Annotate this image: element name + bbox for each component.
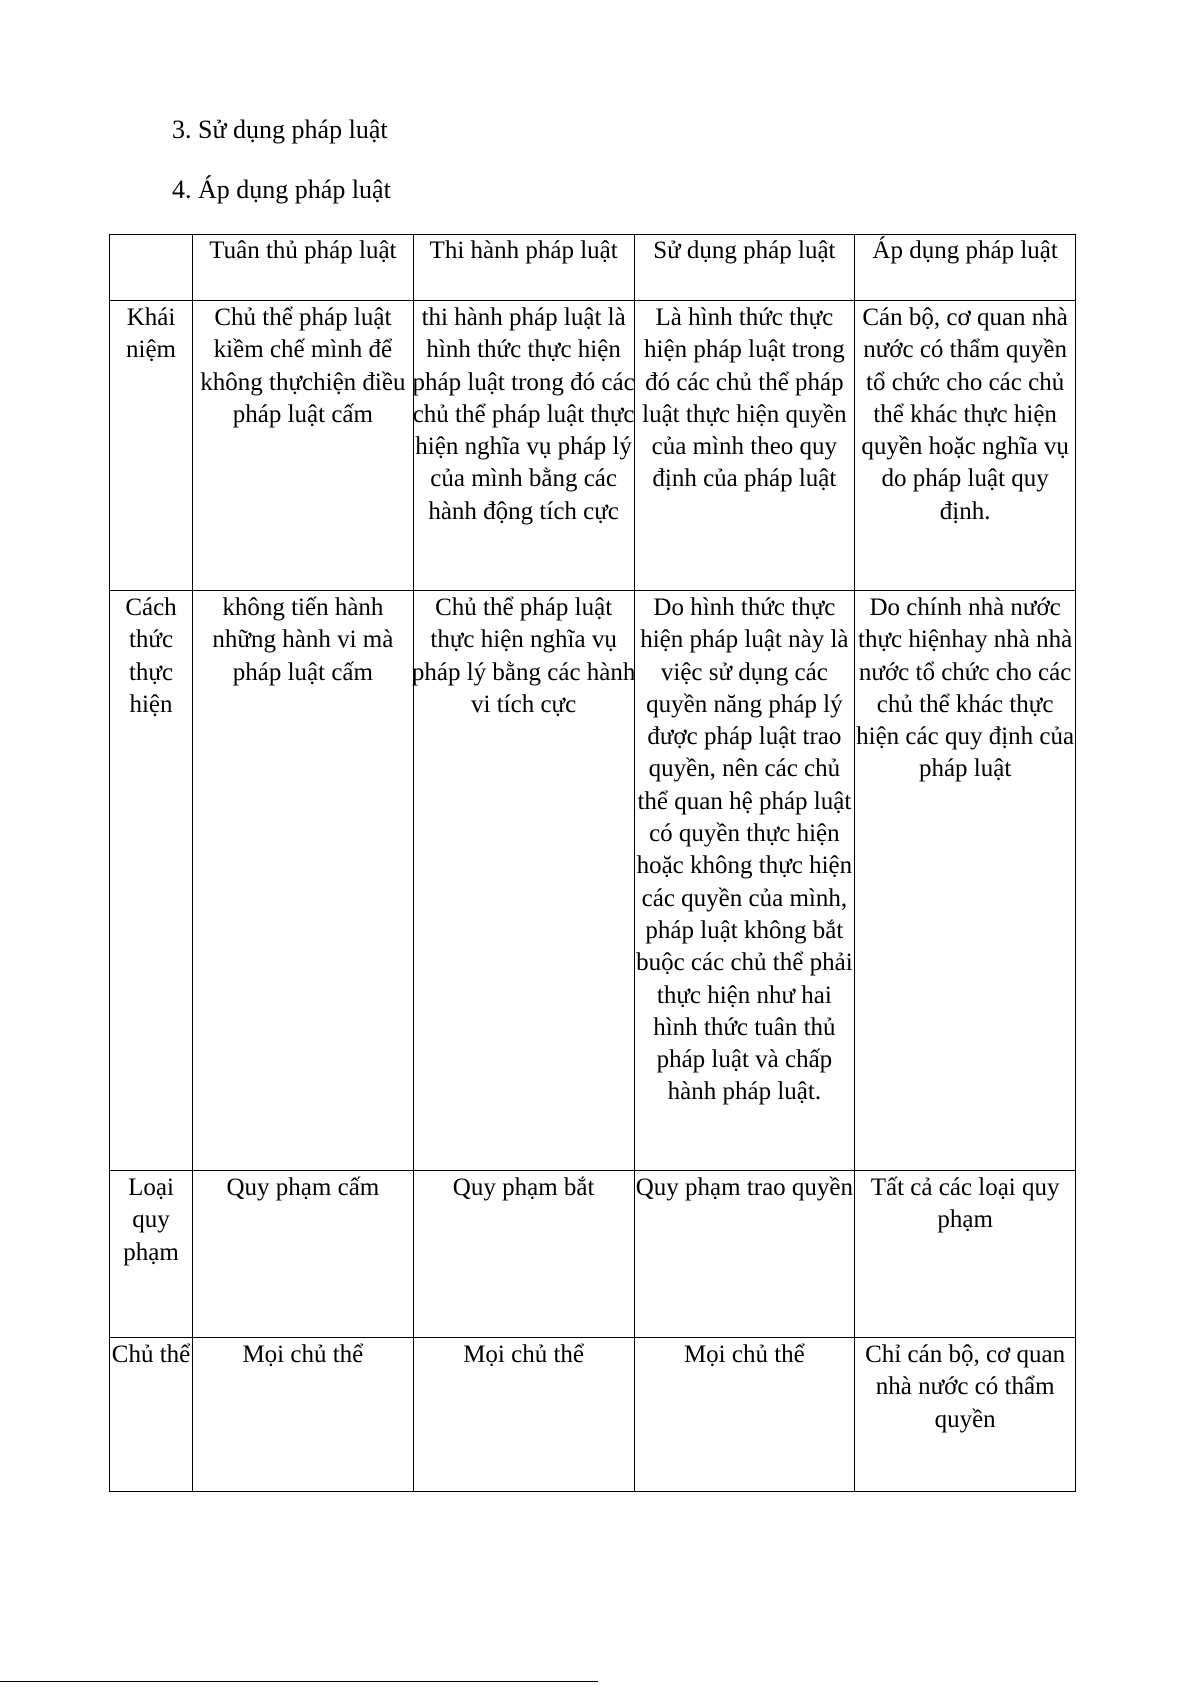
table-row-loai-quy-pham	[110, 1171, 1076, 1338]
footnote-separator	[0, 1681, 598, 1682]
cell-loai-quy-pham-ap-dung: Tất cả các loại quy phạm	[855, 1171, 1076, 1338]
cell-khai-niem-tuan-thu: Chủ thể pháp luật kiềm chế mình để không thựchiện điều pháp luật cấm	[193, 301, 414, 591]
cell-cach-thuc-su-dung: Do hình thức thực hiện pháp luật này là việc sử dụng các quyền năng pháp lý được pháp luật trao quyền, nên các chủ thể quan hệ pháp luật có quyền thực hiện hoặc không thực hiện các quyền của mình, pháp luật không bắt buộc các chủ thể phải thực hiện như hai hình thức tuân thủ pháp luật và chấp hành pháp luật.	[634, 591, 855, 1171]
table-row-chu-the	[110, 1338, 1076, 1492]
list-item-3: 3. Sử dụng pháp luật	[172, 115, 388, 144]
header-su-dung: Sử dụng pháp luật	[634, 235, 855, 301]
cell-loai-quy-pham-su-dung: Quy phạm trao quyền	[634, 1171, 855, 1338]
row-label-cach-thuc: Cách thức thực hiện	[110, 591, 193, 1171]
cell-khai-niem-thi-hanh: thi hành pháp luật là hình thức thực hiện pháp luật trong đó các chủ thể pháp luật thực hiện nghĩa vụ pháp lý của mình bằng các hành động tích cực	[413, 301, 634, 591]
cell-cach-thuc-thi-hanh: Chủ thể pháp luật thực hiện nghĩa vụ pháp lý bằng các hành vi tích cực	[413, 591, 634, 1171]
cell-cach-thuc-tuan-thu: không tiến hành những hành vi mà pháp luật cấm	[193, 591, 414, 1171]
cell-loai-quy-pham-tuan-thu: Quy phạm cấm	[193, 1171, 414, 1338]
header-tuan-thu: Tuân thủ pháp luật	[193, 235, 414, 301]
cell-chu-the-tuan-thu: Mọi chủ thể	[193, 1338, 414, 1492]
row-label-khai-niem: Khái niệm	[110, 301, 193, 591]
cell-chu-the-thi-hanh: Mọi chủ thể	[413, 1338, 634, 1492]
table-row-cach-thuc	[110, 591, 1076, 1171]
header-ap-dung: Áp dụng pháp luật	[855, 235, 1076, 301]
table-row-khai-niem	[110, 301, 1076, 591]
table-header-row	[110, 235, 1076, 301]
header-corner-cell	[110, 235, 193, 301]
row-label-loai-quy-pham: Loại quy phạm	[110, 1171, 193, 1338]
cell-chu-the-ap-dung: Chỉ cán bộ, cơ quan nhà nước có thẩm quyền	[855, 1338, 1076, 1492]
comparison-table	[109, 234, 1076, 1492]
cell-khai-niem-su-dung: Là hình thức thực hiện pháp luật trong đó các chủ thể pháp luật thực hiện quyền của mình theo quy định của pháp luật	[634, 301, 855, 591]
cell-cach-thuc-ap-dung: Do chính nhà nước thực hiệnhay nhà nhà nước tổ chức cho các chủ thể khác thực hiện các quy định của pháp luật	[855, 591, 1076, 1171]
row-label-chu-the: Chủ thể	[110, 1338, 193, 1492]
list-item-4: 4. Áp dụng pháp luật	[172, 175, 391, 204]
header-thi-hanh: Thi hành pháp luật	[413, 235, 634, 301]
cell-chu-the-su-dung: Mọi chủ thể	[634, 1338, 855, 1492]
cell-khai-niem-ap-dung: Cán bộ, cơ quan nhà nước có thẩm quyền tổ chức cho các chủ thể khác thực hiện quyền hoặc nghĩa vụ do pháp luật quy định.	[855, 301, 1076, 591]
cell-loai-quy-pham-thi-hanh: Quy phạm bắt	[413, 1171, 634, 1338]
